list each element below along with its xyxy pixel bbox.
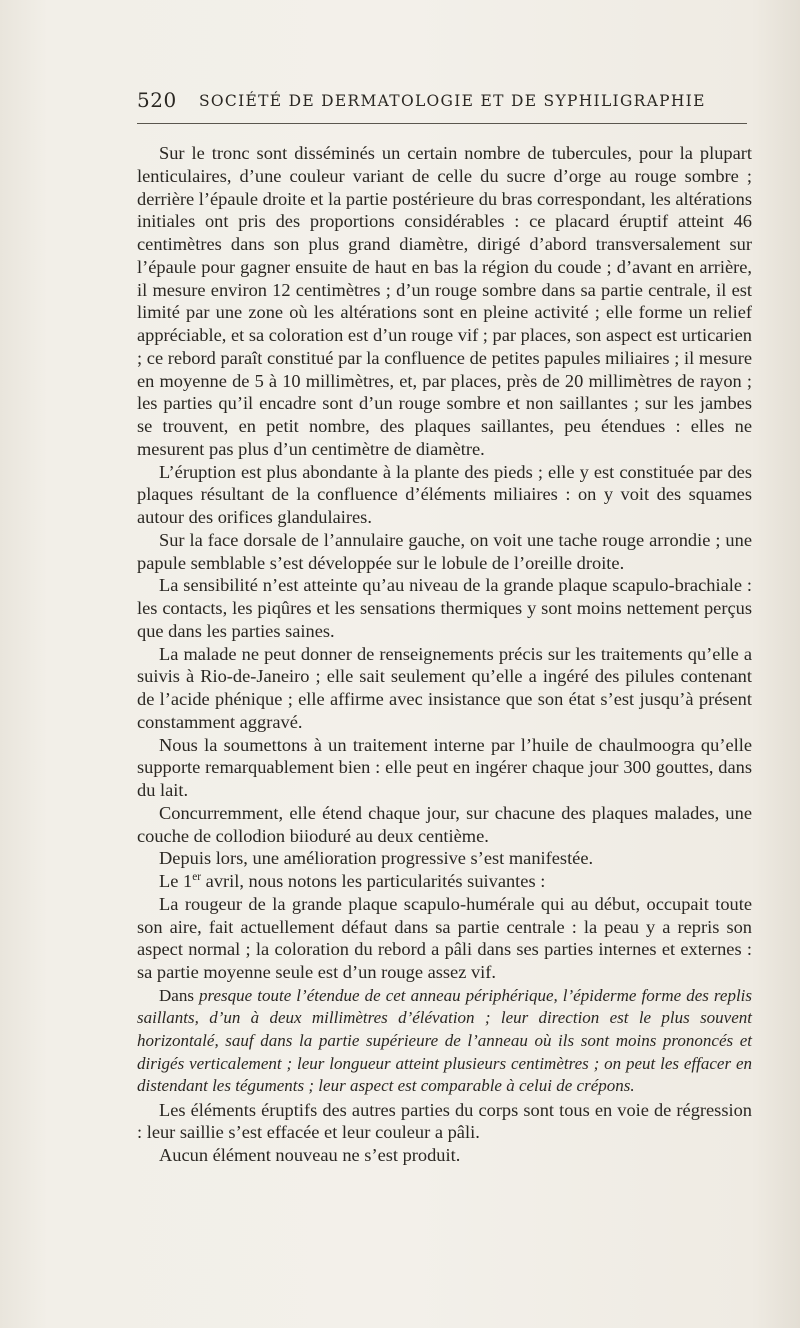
paragraph-malade: La malade ne peut donner de renseignements précis sur les traitements qu’elle a suivis à Rio-de-Janeiro ; elle sait seulement qu’elle a ingéré des pilules contenant de l’acide phénique ; elle affirme avec insistance que son état s’est jusqu’à présent constamment aggravé. [137, 643, 752, 732]
italic-body: presque toute l’étendue de cet anneau périphérique, l’épiderme forme des replis saillants, d’un à deux millimètres d’élévation ; leur direction est le plus souvent horizontalé, sauf dans la partie supérieure de l’anneau où ils sont moins prononcés et dirigés verticalement ; leur longueur atteint plusieurs centimètres ; on peut les effacer en distendant les téguments ; leur aspect est comparable à celui de crépons. [137, 985, 753, 1096]
italic-lead: Dans [159, 985, 194, 1005]
paragraph-sensibilite: La sensibilité n’est atteinte qu’au niveau de la grande plaque scapulo-brachiale : les contacts, les piqûres et les sensations thermiques y sont moins nettement perçus que dans les parties saines. [137, 575, 752, 641]
running-title: SOCIÉTÉ DE DERMATOLOGIE ET DE SYPHILIGRAPHIE [199, 92, 706, 110]
paragraph-italic-description [137, 985, 752, 1098]
page-header [137, 84, 747, 114]
paragraph-concurremment: Concurremment, elle étend chaque jour, sur chacune des plaques malades, une couche de collodion biioduré au deux centième. [137, 802, 752, 846]
paragraph-date [137, 870, 752, 893]
body-text [137, 142, 752, 1167]
date-post: avril, nous notons les particularités suivantes : [201, 871, 546, 891]
header-rule [137, 123, 747, 124]
paragraph-regression: Les éléments éruptifs des autres parties du corps sont tous en voie de régression : leur saillie s’est effacée et leur couleur a pâli. [137, 1099, 752, 1143]
paragraph-annulaire: Sur la face dorsale de l’annulaire gauche, on voit une tache rouge arrondie ; une papule semblable s’est développée sur le lobule de l’oreille droite. [137, 529, 752, 573]
paragraph-eruption: L’éruption est plus abondante à la plante des pieds ; elle y est constituée par des plaques résultant de la confluence d’éléments miliaires : on y voit des squames autour des orifices glandulaires. [137, 461, 752, 527]
paragraph-rougeur: La rougeur de la grande plaque scapulo-humérale qui au début, occupait toute son aire, fait actuellement défaut dans sa partie centrale : la peau y a repris son aspect normal ; la coloration du rebord a pâli dans ses parties internes et externes : sa partie moyenne seule est d’un rouge assez vif. [137, 893, 752, 982]
date-pre: Le 1 [159, 871, 193, 891]
paragraph-traitement: Nous la soumettons à un traitement interne par l’huile de chaulmoogra qu’elle supporte remarquablement bien : elle peut en ingérer chaque jour 300 gouttes, dans du lait. [137, 734, 752, 800]
page-number: 520 [137, 88, 177, 112]
paragraph-amelioration: Depuis lors, une amélioration progressive s’est manifestée. [159, 848, 594, 869]
paragraph-tronc: Sur le tronc sont disséminés un certain nombre de tubercules, pour la plupart lenticulaires, d’une couleur variant de celle du sucre d’orge au rouge sombre ; derrière l’épaule droite et la partie postérieure du bras correspondant, les altérations initiales ont pris des proportions considérables : ce placard éruptif atteint 46 centimètres dans son plus grand diamètre, dirigé d’abord transversalement sur l’épaule pour gagner ensuite de haut en bas la région du coude ; d’avant en arrière, il mesure environ 12 centimètres ; d’un rouge sombre dans sa partie centrale, il est limité par une zone où les altérations sont en pleine activité ; elle forme un relief appréciable, et sa coloration est d’un rouge vif ; par places, son aspect est urticarien ; ce rebord paraît constitué par la confluence de petites papules miliaires ; il mesure en moyenne de 5 à 10 millimètres, et, par places, près de 20 millimètres de rayon ; les parties qu’il encadre sont d’un rouge sombre et non saillantes ; sur les jambes se trouvent, en petit nombre, des plaques saillantes, peu étendues : elles ne mesurent pas plus d’un centimètre de diamètre. [137, 143, 752, 459]
date-sup: er [192, 870, 202, 883]
paragraph-aucun-element: Aucun élément nouveau ne s’est produit. [159, 1145, 461, 1166]
